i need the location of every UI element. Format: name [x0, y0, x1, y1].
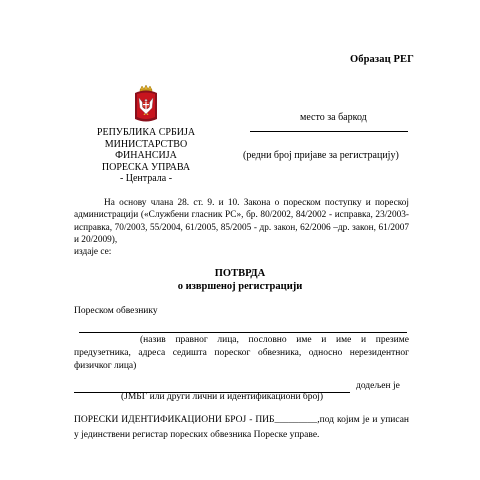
assigned-label: додељен је [356, 381, 400, 391]
taxpayer-name-field-line[interactable] [79, 332, 407, 333]
serbia-coat-of-arms-icon [133, 84, 159, 124]
jmbg-caption: (ЈМБГ или други лични и идентификациони број) [121, 392, 324, 402]
issues-label: издаје се: [74, 247, 112, 257]
institution-headquarters: - Централа - [119, 173, 173, 185]
institution-administration: ПОРЕСКА УПРАВА [101, 161, 191, 173]
document-subtitle: о извршеној регистрацији [177, 281, 303, 292]
barcode-caption: (редни број пријаве за регистрацију) [243, 150, 399, 161]
pib-paragraph: ПОРЕСКИ ИДЕНТИФИКАЦИОНИ БРОЈ - ПИБ_________,под којим је и уписан у јединствени регистар пореских обвезника Пореске управе. [74, 415, 409, 440]
taxpayer-label: Пореском обвезнику [74, 306, 158, 316]
barcode-label: место за баркод [300, 112, 367, 123]
barcode-field-line[interactable] [250, 131, 408, 132]
institution-ministry: МИНИСТАРСТВО ФИНАНСИЈА [104, 138, 188, 162]
institution-republic: РЕПУБЛИКА СРБИЈА [96, 127, 196, 138]
legal-basis-paragraph: На основу члана 28. ст. 9. и 10. Закона о пореском поступку и пореској администрацији («Службени гласник РС», бр. 80/2002, 84/2002 - исправка, 23/2003- исправка, 70/2003, 55/2004, 61/2005, 85/2005 - др. закон, 62/2006 –др. закон, 61/2007 и 20/2009), [74, 198, 409, 246]
document-title: ПОТВРДА [214, 268, 266, 279]
institution-block [76, 127, 216, 185]
form-code: Образац РЕГ [350, 54, 414, 65]
taxpayer-name-note: (назив правног лица, пословно име и име и презиме предузетника, адреса седишта пореског обвезника, односно нерезидентног физичког лица) [74, 335, 409, 371]
